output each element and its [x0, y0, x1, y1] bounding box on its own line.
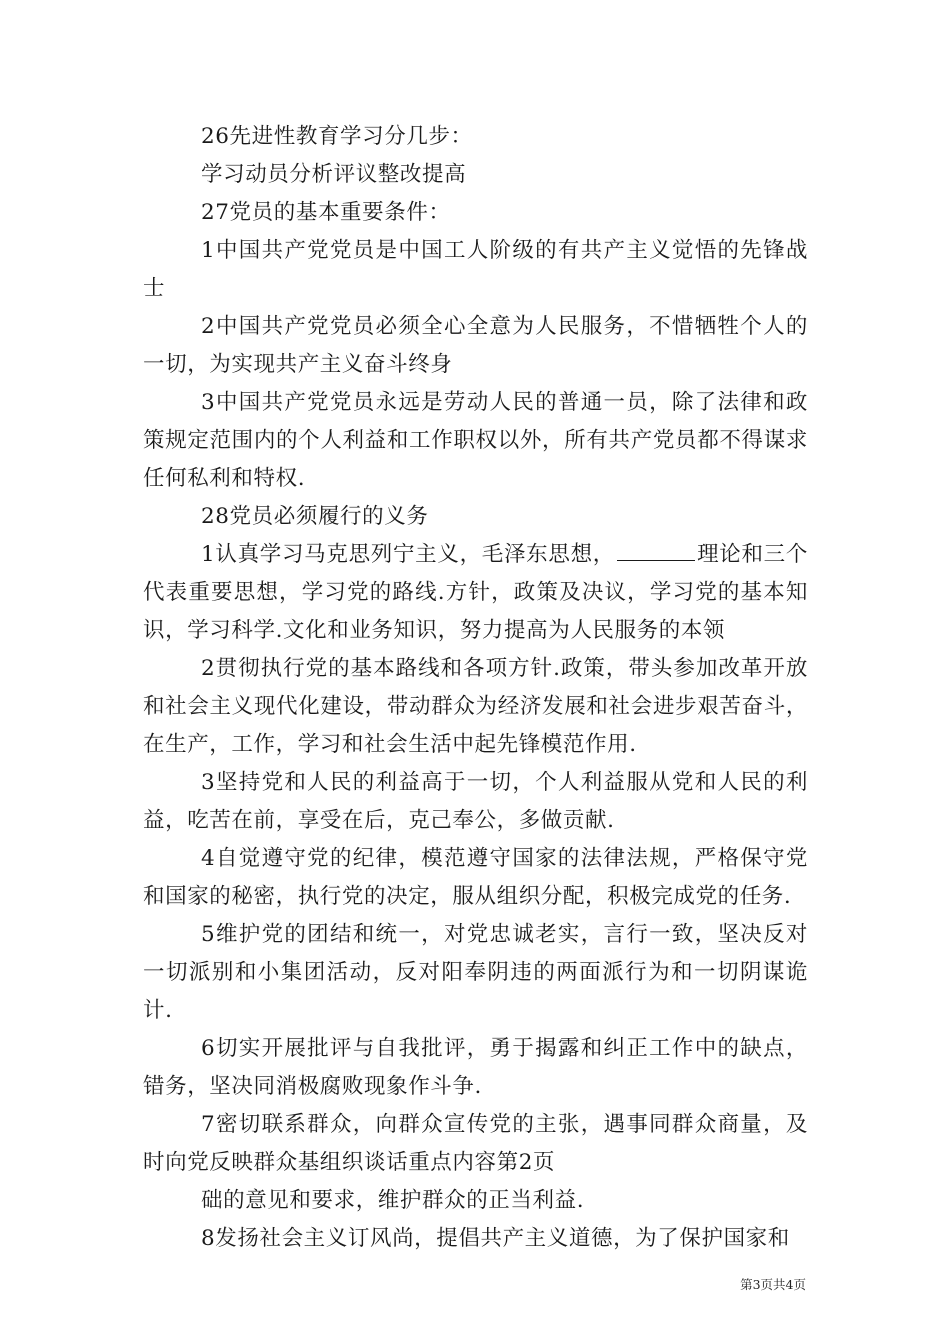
paragraph: 3中国共产党党员永远是劳动人民的普通一员，除了法律和政策规定范围内的个人利益和工作职权以外，所有共产党员都不得谋求任何私利和特权. — [143, 390, 808, 491]
fill-in-blank — [617, 540, 695, 561]
duty-paragraph: 7密切联系群众，向群众宣传党的主张，遇事同群众商量，及时向党反映群众基组织谈话重点内容第2页 — [143, 1112, 808, 1175]
paragraph: 2中国共产党党员必须全心全意为人民服务，不惜牺牲个人的一切，为实现共产主义奋斗终身 — [143, 314, 808, 377]
duty-1-text-after-blank: 理论和三个代表重要思想，学习党的路线.方针，政策及决议，学习党的基本知识，学习科学.文化和业务知识，努力提高为人民服务的本领 — [143, 542, 808, 643]
duty-paragraph: 3坚持党和人民的利益高于一切，个人利益服从党和人民的利益，吃苦在前，享受在后，克己奉公，多做贡献. — [143, 770, 808, 833]
duty-paragraph: 础的意见和要求，维护群众的正当利益. — [201, 1188, 585, 1213]
duty-1-text-before-blank: 1认真学习马克思列宁主义，毛泽东思想， — [201, 542, 615, 567]
paragraph: 学习动员分析评议整改提高 — [201, 162, 467, 187]
document-body — [143, 118, 808, 1258]
page-footer: 第3页共4页 — [740, 1277, 806, 1292]
duty-paragraph: 6切实开展批评与自我批评，勇于揭露和纠正工作中的缺点，错务，坚决同消极腐败现象作斗争. — [143, 1036, 808, 1099]
paragraph: 27党员的基本重要条件： — [201, 200, 451, 225]
paragraph: 1中国共产党党员是中国工人阶级的有共产主义觉悟的先锋战士 — [143, 238, 808, 301]
duty-paragraph: 4自觉遵守党的纪律，模范遵守国家的法律法规，严格保守党和国家的秘密，执行党的决定，服从组织分配，积极完成党的任务. — [143, 846, 808, 909]
paragraph: 26先进性教育学习分几步： — [201, 124, 473, 149]
duty-paragraph: 5维护党的团结和统一，对党忠诚老实，言行一致，坚决反对一切派别和小集团活动，反对阳奉阴违的两面派行为和一切阴谋诡计. — [143, 922, 808, 1023]
duty-paragraph-1 — [143, 536, 808, 650]
duty-paragraph: 2贯彻执行党的基本路线和各项方针.政策，带头参加改革开放和社会主义现代化建设，带动群众为经济发展和社会进步艰苦奋斗，在生产，工作，学习和社会生活中起先锋模范作用. — [143, 656, 808, 757]
paragraph: 28党员必须履行的义务 — [201, 504, 429, 529]
duty-paragraph: 8发扬社会主义订风尚，提倡共产主义道德，为了保护国家和 — [201, 1226, 790, 1251]
